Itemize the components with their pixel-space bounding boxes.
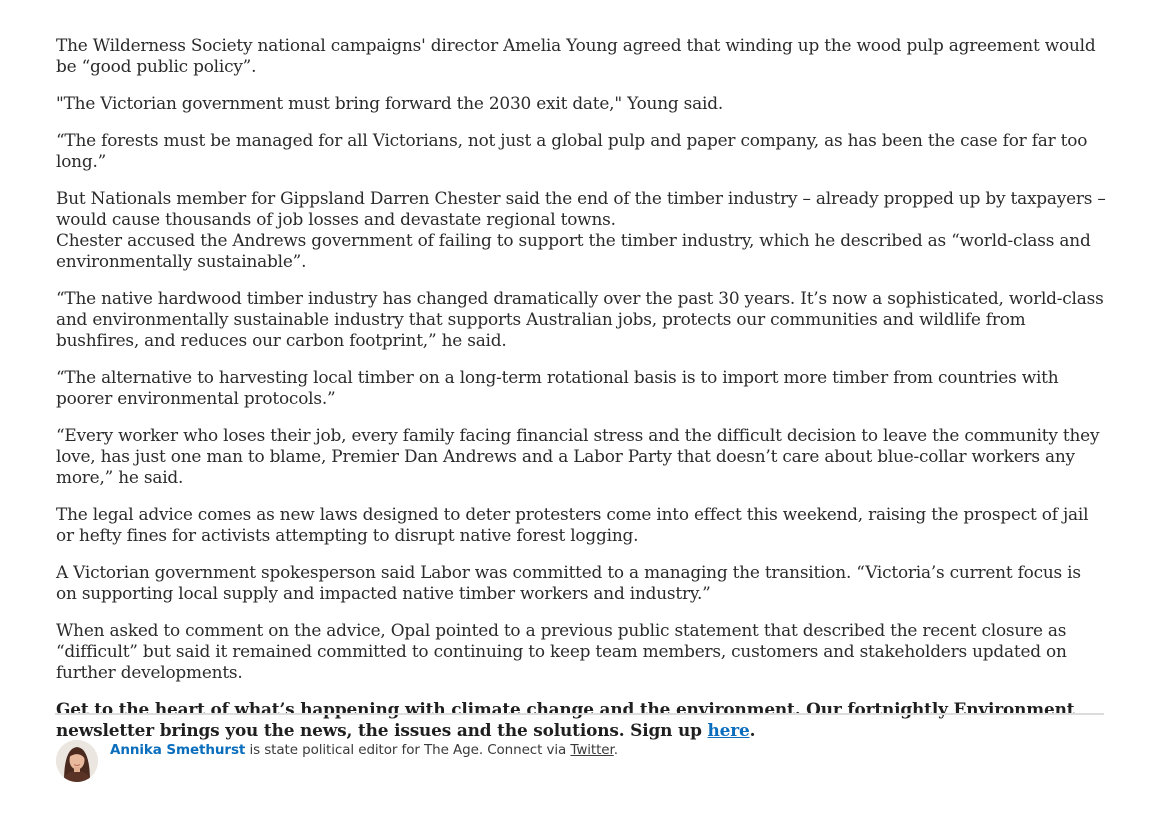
article-paragraph: "The Victorian government must bring forward the 2030 exit date," Young said. bbox=[56, 93, 724, 113]
article-paragraph: “Every worker who loses their job, every family facing financial stress and the difficult decision to leave the community they love, has just one man to blame, Premier Dan Andrews and a Labor Party that doesn’t care about blue-collar workers any more,” he said. bbox=[56, 425, 1100, 487]
newsletter-cta-end: . bbox=[749, 720, 756, 740]
article-paragraph: The legal advice comes as new laws designed to deter protesters come into effect this weekend, raising the prospect of jail or hefty fines for activists attempting to disrupt native forest logging. bbox=[56, 504, 1089, 545]
article-paragraph: “The alternative to harvesting local timber on a long-term rotational basis is to import more timber from countries with poorer environmental protocols.” bbox=[56, 367, 1059, 408]
twitter-link[interactable]: Twitter bbox=[570, 742, 614, 758]
author-role: is state political editor for The Age. Connect via bbox=[245, 742, 571, 758]
article-paragraph: Chester accused the Andrews government of failing to support the timber industry, which he described as “world-class and environmentally sustainable”. bbox=[56, 230, 1091, 271]
article-body bbox=[56, 35, 1106, 757]
article-paragraph: “The native hardwood timber industry has changed dramatically over the past 30 years. It’s now a sophisticated, world-class and environmentally sustainable industry that supports Australian jobs, protects our communities and wildlife from bushfires, and reduces our carbon footprint,” he said. bbox=[56, 288, 1104, 350]
byline-end: . bbox=[613, 742, 618, 758]
newsletter-cta-text: Get to the heart of what’s happening with climate change and the environment. Our fortnightly Environment newsletter brings you the news, the issues and the solutions. Sign up bbox=[56, 699, 1075, 740]
article-paragraph: A Victorian government spokesperson said Labor was committed to a managing the transition. “Victoria’s current focus is on supporting local supply and impacted native timber workers and industry.” bbox=[56, 562, 1081, 603]
author-byline bbox=[56, 739, 618, 783]
newsletter-signup-link[interactable]: here bbox=[707, 720, 750, 740]
author-portrait-icon bbox=[56, 740, 98, 782]
author-avatar[interactable] bbox=[56, 740, 98, 782]
byline-text bbox=[110, 742, 618, 758]
article-paragraph: “The forests must be managed for all Victorians, not just a global pulp and paper company, as has been the case for far too long.” bbox=[56, 130, 1088, 171]
article-divider bbox=[55, 713, 1104, 715]
newsletter-cta bbox=[56, 699, 1106, 741]
author-name-link[interactable]: Annika Smethurst bbox=[110, 742, 246, 758]
article-paragraph: When asked to comment on the advice, Opal pointed to a previous public statement that described the recent closure as “difficult” but said it remained committed to continuing to keep team members, customers and stakeholders updated on further developments. bbox=[56, 620, 1067, 682]
article-paragraph: But Nationals member for Gippsland Darren Chester said the end of the timber industry – already propped up by taxpayers – would cause thousands of job losses and devastate regional towns. bbox=[56, 188, 1106, 229]
article-paragraph: The Wilderness Society national campaigns' director Amelia Young agreed that winding up the wood pulp agreement would be “good public policy”. bbox=[56, 35, 1096, 76]
